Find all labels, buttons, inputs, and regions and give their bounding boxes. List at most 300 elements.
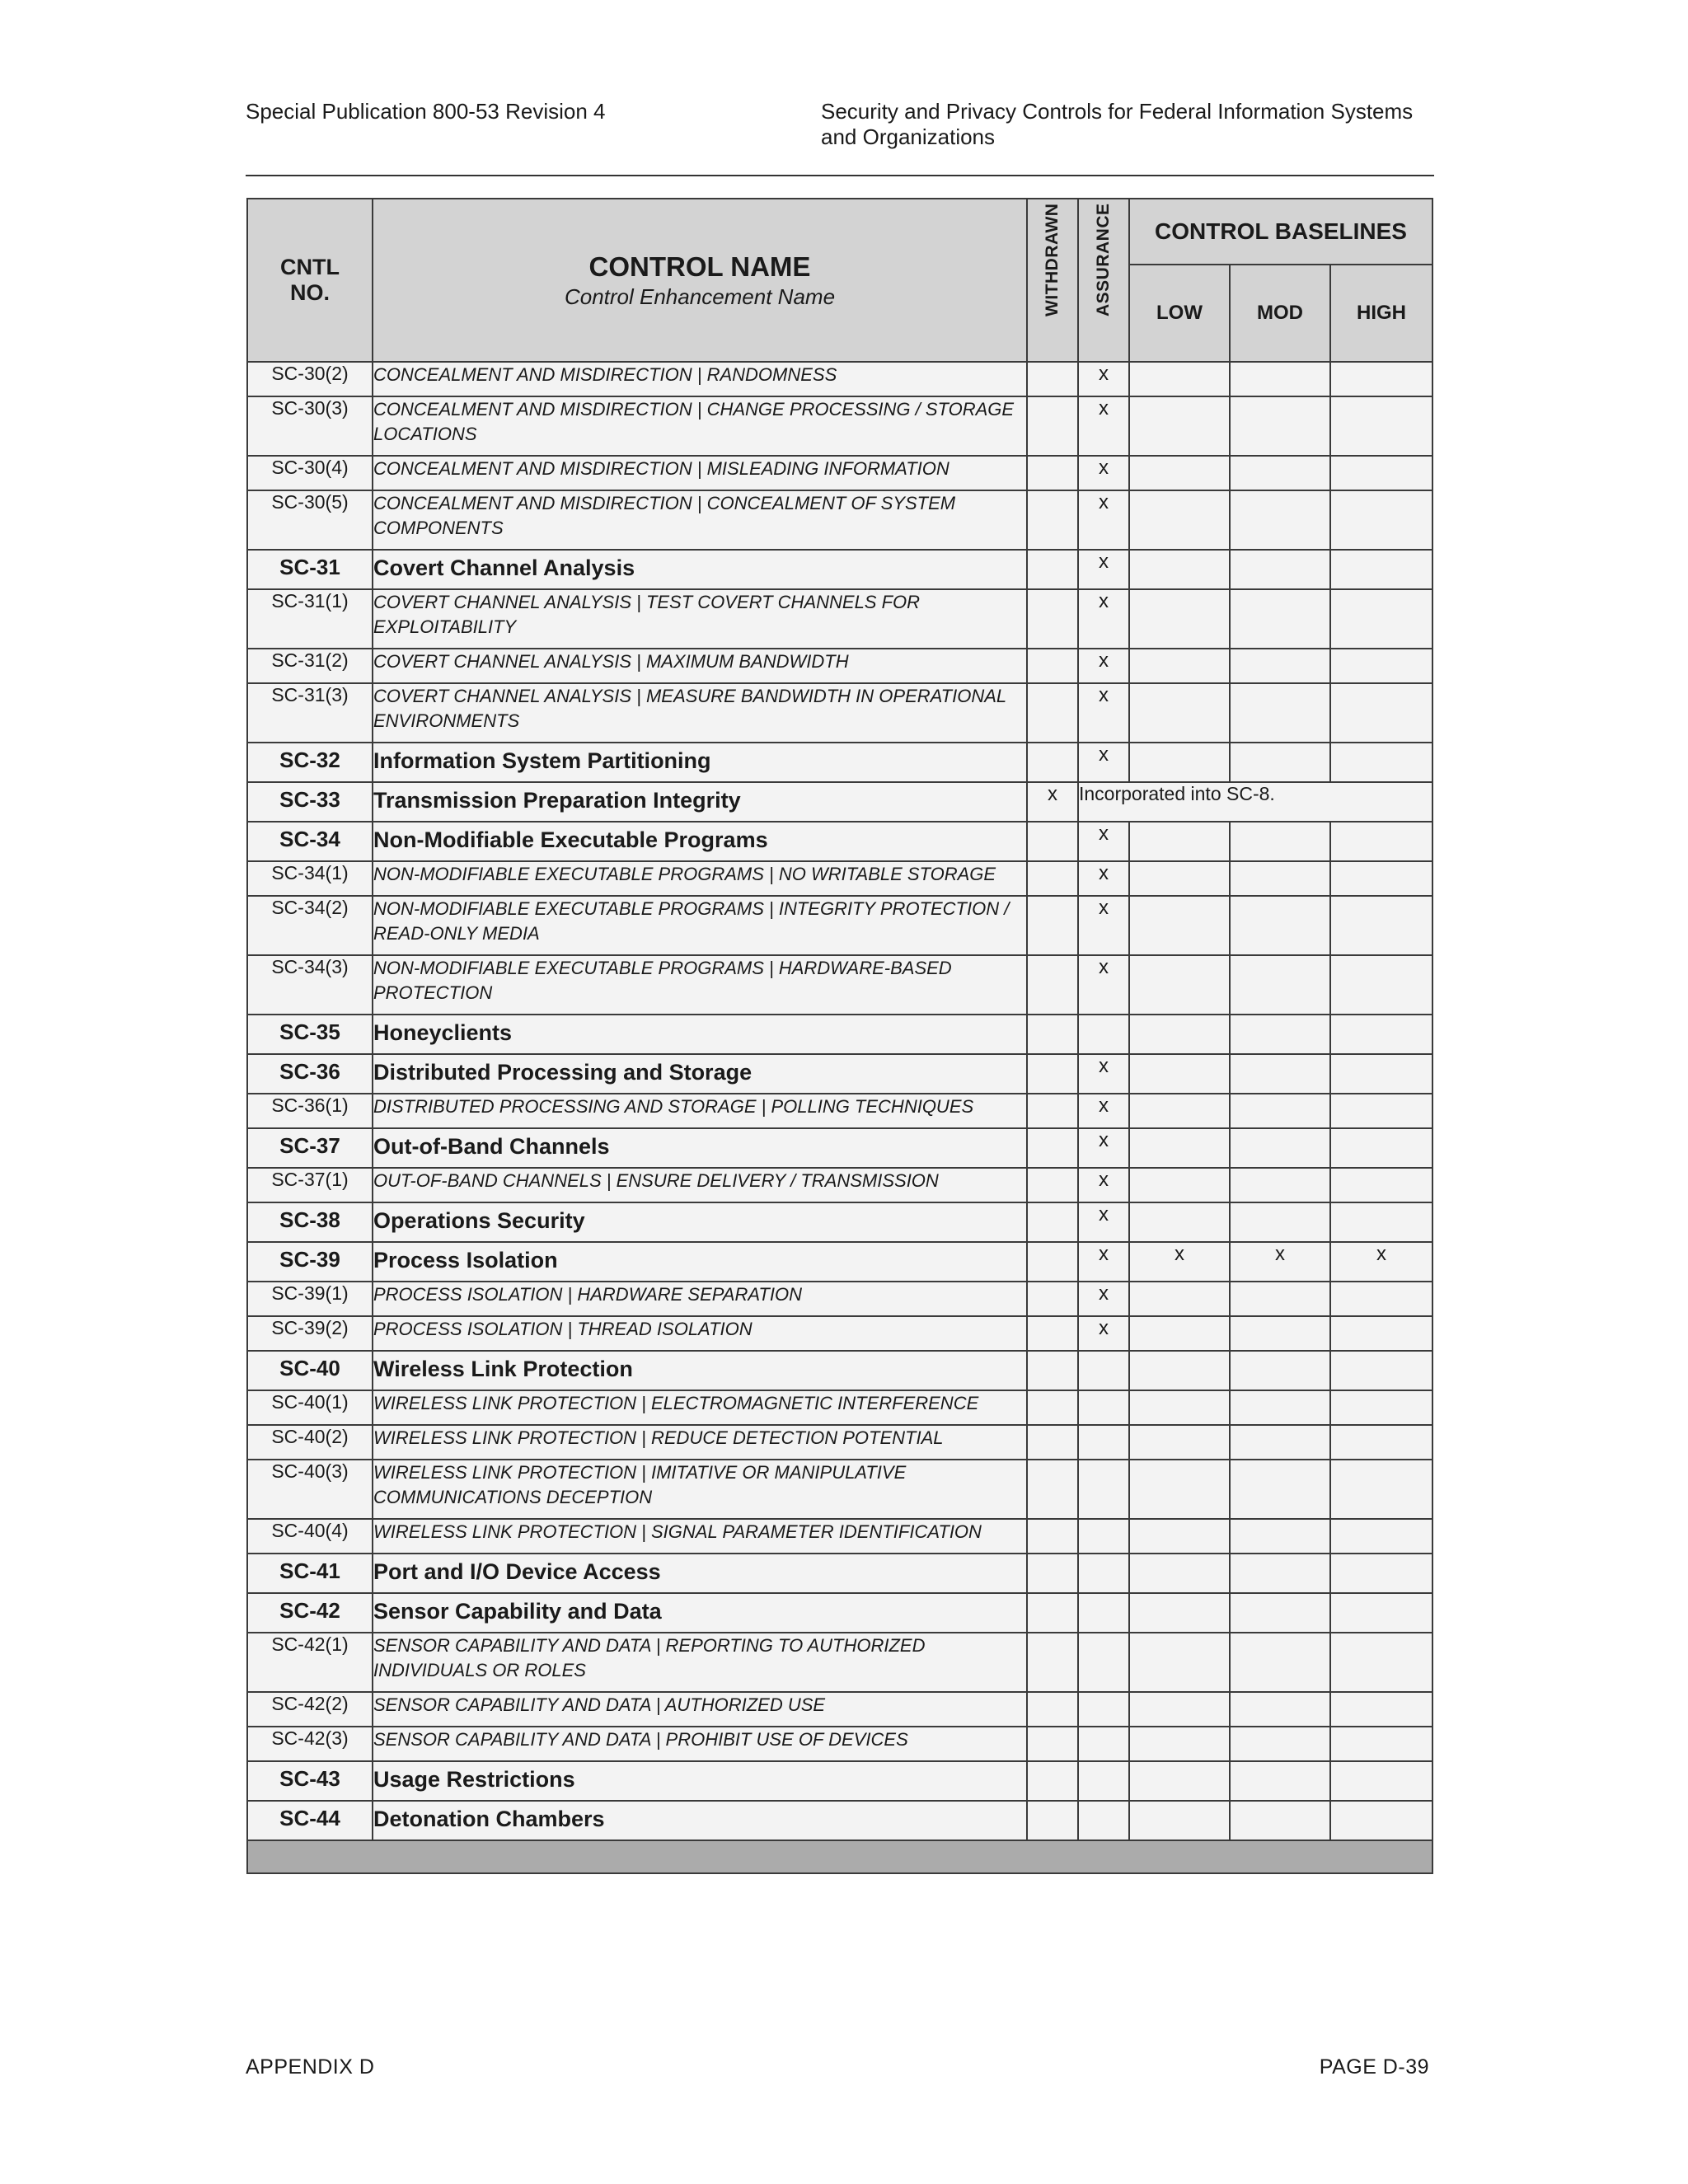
control-name: NON-MODIFIABLE EXECUTABLE PROGRAMS | INTEGRITY PROTECTION / READ-ONLY MEDIA xyxy=(373,896,1027,955)
baseline-high-cell xyxy=(1330,1633,1432,1692)
table-row xyxy=(247,1202,1432,1242)
table-row xyxy=(247,1633,1432,1692)
withdrawn-cell xyxy=(1027,1282,1078,1316)
control-name: CONCEALMENT AND MISDIRECTION | CHANGE PROCESSING / STORAGE LOCATIONS xyxy=(373,396,1027,456)
baseline-low-cell xyxy=(1129,1168,1230,1202)
baseline-high-cell xyxy=(1330,396,1432,456)
table-row xyxy=(247,1094,1432,1128)
baseline-high-cell xyxy=(1330,589,1432,649)
baseline-high-cell xyxy=(1330,1692,1432,1727)
baseline-low-cell xyxy=(1129,456,1230,490)
header-title xyxy=(821,99,1447,150)
baseline-low-cell xyxy=(1129,1094,1230,1128)
baseline-high-cell xyxy=(1330,1425,1432,1460)
baseline-low-cell xyxy=(1129,550,1230,589)
table-row xyxy=(247,1316,1432,1351)
baseline-low-cell xyxy=(1129,1202,1230,1242)
baseline-mod-cell xyxy=(1230,1094,1330,1128)
withdrawn-cell xyxy=(1027,1593,1078,1633)
control-name-label: CONTROL NAME xyxy=(588,251,811,282)
assurance-cell: x xyxy=(1078,1128,1129,1168)
withdrawn-cell xyxy=(1027,1242,1078,1282)
baseline-low-cell xyxy=(1129,490,1230,550)
footer-page-number: PAGE D-39 xyxy=(1319,2055,1429,2079)
table-row xyxy=(247,1390,1432,1425)
assurance-cell xyxy=(1078,1015,1129,1054)
control-number: SC-36(1) xyxy=(247,1094,373,1128)
baseline-mod-cell xyxy=(1230,1390,1330,1425)
withdrawn-cell xyxy=(1027,1692,1078,1727)
baseline-high-cell xyxy=(1330,1801,1432,1840)
baseline-mod-cell xyxy=(1230,1425,1330,1460)
control-name: WIRELESS LINK PROTECTION | REDUCE DETECTION POTENTIAL xyxy=(373,1425,1027,1460)
assurance-cell: x xyxy=(1078,589,1129,649)
control-name: Non-Modifiable Executable Programs xyxy=(373,822,1027,861)
assurance-cell xyxy=(1078,1554,1129,1593)
table-row xyxy=(247,649,1432,683)
control-name: COVERT CHANNEL ANALYSIS | MAXIMUM BANDWIDTH xyxy=(373,649,1027,683)
withdrawn-cell xyxy=(1027,649,1078,683)
baseline-high-cell xyxy=(1330,1519,1432,1554)
control-name: COVERT CHANNEL ANALYSIS | MEASURE BANDWIDTH IN OPERATIONAL ENVIRONMENTS xyxy=(373,683,1027,743)
header-title-line2: and Organizations xyxy=(821,124,996,149)
baseline-mod-cell xyxy=(1230,1761,1330,1801)
control-name: Transmission Preparation Integrity xyxy=(373,782,1027,822)
control-number: SC-31(3) xyxy=(247,683,373,743)
control-number: SC-43 xyxy=(247,1761,373,1801)
baseline-mod-cell xyxy=(1230,1460,1330,1519)
baseline-low-cell xyxy=(1129,1727,1230,1761)
col-header-mod: MOD xyxy=(1230,265,1330,362)
withdrawn-cell xyxy=(1027,1390,1078,1425)
withdrawn-cell xyxy=(1027,589,1078,649)
baseline-high-cell xyxy=(1330,490,1432,550)
withdrawn-cell xyxy=(1027,1761,1078,1801)
control-name: Usage Restrictions xyxy=(373,1761,1027,1801)
baseline-high-cell xyxy=(1330,822,1432,861)
baseline-high-cell xyxy=(1330,1094,1432,1128)
control-number: SC-40(2) xyxy=(247,1425,373,1460)
assurance-cell: x xyxy=(1078,490,1129,550)
table-row xyxy=(247,589,1432,649)
table-row xyxy=(247,1128,1432,1168)
table-row xyxy=(247,1727,1432,1761)
control-name: Port and I/O Device Access xyxy=(373,1554,1027,1593)
table-row xyxy=(247,896,1432,955)
baseline-mod-cell xyxy=(1230,1015,1330,1054)
withdrawn-cell xyxy=(1027,396,1078,456)
assurance-cell: x xyxy=(1078,1316,1129,1351)
baseline-low-cell xyxy=(1129,1425,1230,1460)
assurance-cell: x xyxy=(1078,362,1129,396)
control-number: SC-40 xyxy=(247,1351,373,1390)
baseline-high-cell xyxy=(1330,1761,1432,1801)
assurance-cell: x xyxy=(1078,1242,1129,1282)
baseline-mod-cell xyxy=(1230,362,1330,396)
assurance-cell: x xyxy=(1078,550,1129,589)
withdrawn-cell xyxy=(1027,743,1078,782)
table-row xyxy=(247,456,1432,490)
table-row xyxy=(247,1692,1432,1727)
assurance-cell xyxy=(1078,1593,1129,1633)
assurance-cell xyxy=(1078,1801,1129,1840)
assurance-cell: x xyxy=(1078,683,1129,743)
assurance-cell: x xyxy=(1078,1168,1129,1202)
baseline-mod-cell xyxy=(1230,1801,1330,1840)
control-name: Honeyclients xyxy=(373,1015,1027,1054)
table-row xyxy=(247,490,1432,550)
baseline-low-cell xyxy=(1129,743,1230,782)
control-name: SENSOR CAPABILITY AND DATA | REPORTING TO AUTHORIZED INDIVIDUALS OR ROLES xyxy=(373,1633,1027,1692)
col-header-control-baselines: CONTROL BASELINES xyxy=(1129,199,1432,265)
baseline-mod-cell xyxy=(1230,1168,1330,1202)
baseline-mod-cell xyxy=(1230,1282,1330,1316)
baseline-low-cell xyxy=(1129,683,1230,743)
baseline-mod-cell xyxy=(1230,649,1330,683)
assurance-cell: x xyxy=(1078,1282,1129,1316)
assurance-label: ASSURANCE xyxy=(1094,203,1113,316)
baseline-low-cell xyxy=(1129,589,1230,649)
assurance-cell xyxy=(1078,1727,1129,1761)
withdrawn-cell xyxy=(1027,1425,1078,1460)
baseline-mod-cell xyxy=(1230,1202,1330,1242)
withdrawn-cell xyxy=(1027,822,1078,861)
assurance-cell xyxy=(1078,1460,1129,1519)
table-row xyxy=(247,1761,1432,1801)
control-name: DISTRIBUTED PROCESSING AND STORAGE | POLLING TECHNIQUES xyxy=(373,1094,1027,1128)
assurance-cell: x xyxy=(1078,861,1129,896)
baseline-mod-cell xyxy=(1230,1054,1330,1094)
table-row xyxy=(247,550,1432,589)
header-rule xyxy=(246,175,1434,176)
baseline-mod-cell xyxy=(1230,589,1330,649)
withdrawn-cell xyxy=(1027,1460,1078,1519)
baseline-low-cell xyxy=(1129,896,1230,955)
col-header-control-name xyxy=(373,199,1027,362)
baseline-mod-cell xyxy=(1230,896,1330,955)
baseline-mod-cell: x xyxy=(1230,1242,1330,1282)
baseline-mod-cell xyxy=(1230,1128,1330,1168)
no-label: NO. xyxy=(289,280,330,305)
withdrawn-cell xyxy=(1027,1801,1078,1840)
baseline-low-cell xyxy=(1129,861,1230,896)
baseline-low-cell xyxy=(1129,649,1230,683)
control-name: SENSOR CAPABILITY AND DATA | PROHIBIT USE OF DEVICES xyxy=(373,1727,1027,1761)
baseline-high-cell xyxy=(1330,1390,1432,1425)
control-number: SC-33 xyxy=(247,782,373,822)
baseline-mod-cell xyxy=(1230,955,1330,1015)
control-name: CONCEALMENT AND MISDIRECTION | MISLEADING INFORMATION xyxy=(373,456,1027,490)
baseline-high-cell xyxy=(1330,1727,1432,1761)
baseline-mod-cell xyxy=(1230,1633,1330,1692)
baseline-low-cell xyxy=(1129,1761,1230,1801)
assurance-cell xyxy=(1078,1633,1129,1692)
baseline-high-cell xyxy=(1330,1316,1432,1351)
baseline-high-cell xyxy=(1330,861,1432,896)
baseline-mod-cell xyxy=(1230,550,1330,589)
assurance-cell xyxy=(1078,1390,1129,1425)
baseline-low-cell xyxy=(1129,955,1230,1015)
baseline-low-cell xyxy=(1129,396,1230,456)
baseline-mod-cell xyxy=(1230,743,1330,782)
withdrawn-cell xyxy=(1027,1015,1078,1054)
table-row xyxy=(247,1351,1432,1390)
control-name: Detonation Chambers xyxy=(373,1801,1027,1840)
control-number: SC-42(1) xyxy=(247,1633,373,1692)
baseline-mod-cell xyxy=(1230,1519,1330,1554)
withdrawn-cell xyxy=(1027,1128,1078,1168)
withdrawn-cell xyxy=(1027,1554,1078,1593)
table-row xyxy=(247,1519,1432,1554)
control-number: SC-30(4) xyxy=(247,456,373,490)
control-number: SC-39 xyxy=(247,1242,373,1282)
table-row xyxy=(247,955,1432,1015)
baseline-high-cell xyxy=(1330,550,1432,589)
control-number: SC-34 xyxy=(247,822,373,861)
baseline-high-cell: x xyxy=(1330,1242,1432,1282)
table-row xyxy=(247,743,1432,782)
withdrawn-cell xyxy=(1027,1727,1078,1761)
table-row xyxy=(247,1282,1432,1316)
withdrawn-cell xyxy=(1027,955,1078,1015)
baseline-mod-cell xyxy=(1230,861,1330,896)
table-row xyxy=(247,1554,1432,1593)
table-row xyxy=(247,1801,1432,1840)
baseline-mod-cell xyxy=(1230,1316,1330,1351)
baseline-high-cell xyxy=(1330,1282,1432,1316)
table-row xyxy=(247,1168,1432,1202)
baseline-low-cell xyxy=(1129,1519,1230,1554)
control-number: SC-42(2) xyxy=(247,1692,373,1727)
assurance-cell: x xyxy=(1078,1094,1129,1128)
baseline-high-cell xyxy=(1330,362,1432,396)
table-row xyxy=(247,362,1432,396)
control-number: SC-42(3) xyxy=(247,1727,373,1761)
baseline-low-cell: x xyxy=(1129,1242,1230,1282)
baseline-high-cell xyxy=(1330,1593,1432,1633)
baseline-mod-cell xyxy=(1230,1593,1330,1633)
control-number: SC-31(1) xyxy=(247,589,373,649)
control-number: SC-30(3) xyxy=(247,396,373,456)
header-title-line1: Security and Privacy Controls for Federal Information Systems xyxy=(821,99,1414,124)
control-name: Wireless Link Protection xyxy=(373,1351,1027,1390)
withdrawn-cell xyxy=(1027,1168,1078,1202)
cntl-label: CNTL xyxy=(280,255,340,279)
control-name: Covert Channel Analysis xyxy=(373,550,1027,589)
control-number: SC-39(2) xyxy=(247,1316,373,1351)
control-baselines-table xyxy=(246,198,1433,1874)
table-row xyxy=(247,1425,1432,1460)
col-header-assurance xyxy=(1078,199,1129,362)
baseline-high-cell xyxy=(1330,896,1432,955)
baseline-low-cell xyxy=(1129,1692,1230,1727)
baseline-low-cell xyxy=(1129,1128,1230,1168)
col-header-high: HIGH xyxy=(1330,265,1432,362)
table-row xyxy=(247,1460,1432,1519)
baseline-low-cell xyxy=(1129,1801,1230,1840)
withdrawn-cell xyxy=(1027,1094,1078,1128)
table-row xyxy=(247,1054,1432,1094)
control-name: CONCEALMENT AND MISDIRECTION | CONCEALMENT OF SYSTEM COMPONENTS xyxy=(373,490,1027,550)
control-name: WIRELESS LINK PROTECTION | IMITATIVE OR MANIPULATIVE COMMUNICATIONS DECEPTION xyxy=(373,1460,1027,1519)
control-name: PROCESS ISOLATION | HARDWARE SEPARATION xyxy=(373,1282,1027,1316)
control-name: OUT-OF-BAND CHANNELS | ENSURE DELIVERY / TRANSMISSION xyxy=(373,1168,1027,1202)
baseline-low-cell xyxy=(1129,362,1230,396)
table-row xyxy=(247,683,1432,743)
table-row xyxy=(247,782,1432,822)
withdrawn-cell xyxy=(1027,1316,1078,1351)
control-number: SC-34(1) xyxy=(247,861,373,896)
baseline-high-cell xyxy=(1330,456,1432,490)
control-name: Out-of-Band Channels xyxy=(373,1128,1027,1168)
control-name: Sensor Capability and Data xyxy=(373,1593,1027,1633)
withdrawn-cell: x xyxy=(1027,782,1078,822)
assurance-cell xyxy=(1078,1519,1129,1554)
control-number: SC-31 xyxy=(247,550,373,589)
table-footer-bar xyxy=(247,1840,1432,1873)
baseline-low-cell xyxy=(1129,1015,1230,1054)
table-row xyxy=(247,861,1432,896)
control-name: Information System Partitioning xyxy=(373,743,1027,782)
assurance-cell: x xyxy=(1078,456,1129,490)
baseline-low-cell xyxy=(1129,1351,1230,1390)
assurance-cell: x xyxy=(1078,822,1129,861)
baseline-low-cell xyxy=(1129,1554,1230,1593)
control-name: WIRELESS LINK PROTECTION | SIGNAL PARAMETER IDENTIFICATION xyxy=(373,1519,1027,1554)
control-name: SENSOR CAPABILITY AND DATA | AUTHORIZED USE xyxy=(373,1692,1027,1727)
withdrawn-label: WITHDRAWN xyxy=(1043,203,1062,316)
control-name: Process Isolation xyxy=(373,1242,1027,1282)
table-row xyxy=(247,396,1432,456)
table-row xyxy=(247,1242,1432,1282)
withdrawn-cell xyxy=(1027,1054,1078,1094)
control-name: NON-MODIFIABLE EXECUTABLE PROGRAMS | NO WRITABLE STORAGE xyxy=(373,861,1027,896)
control-name: COVERT CHANNEL ANALYSIS | TEST COVERT CHANNELS FOR EXPLOITABILITY xyxy=(373,589,1027,649)
assurance-cell xyxy=(1078,1692,1129,1727)
control-number: SC-35 xyxy=(247,1015,373,1054)
baseline-high-cell xyxy=(1330,1128,1432,1168)
table-row xyxy=(247,1015,1432,1054)
control-number: SC-42 xyxy=(247,1593,373,1633)
assurance-cell: x xyxy=(1078,743,1129,782)
table-row xyxy=(247,1593,1432,1633)
control-number: SC-34(2) xyxy=(247,896,373,955)
withdrawn-cell xyxy=(1027,861,1078,896)
control-number: SC-36 xyxy=(247,1054,373,1094)
baseline-mod-cell xyxy=(1230,456,1330,490)
control-number: SC-38 xyxy=(247,1202,373,1242)
control-number: SC-34(3) xyxy=(247,955,373,1015)
baseline-low-cell xyxy=(1129,1316,1230,1351)
baseline-low-cell xyxy=(1129,1282,1230,1316)
baseline-low-cell xyxy=(1129,1054,1230,1094)
baseline-mod-cell xyxy=(1230,490,1330,550)
col-header-cntl-no xyxy=(247,199,373,362)
control-name: CONCEALMENT AND MISDIRECTION | RANDOMNESS xyxy=(373,362,1027,396)
baseline-high-cell xyxy=(1330,1202,1432,1242)
baseline-mod-cell xyxy=(1230,1554,1330,1593)
assurance-cell: x xyxy=(1078,1202,1129,1242)
assurance-cell: x xyxy=(1078,955,1129,1015)
baseline-high-cell xyxy=(1330,1351,1432,1390)
baseline-high-cell xyxy=(1330,1015,1432,1054)
baseline-low-cell xyxy=(1129,1390,1230,1425)
baseline-low-cell xyxy=(1129,1460,1230,1519)
control-number: SC-32 xyxy=(247,743,373,782)
withdrawn-cell xyxy=(1027,1202,1078,1242)
baseline-low-cell xyxy=(1129,822,1230,861)
assurance-cell xyxy=(1078,1761,1129,1801)
control-number: SC-40(1) xyxy=(247,1390,373,1425)
assurance-cell: x xyxy=(1078,649,1129,683)
baseline-mod-cell xyxy=(1230,1692,1330,1727)
control-number: SC-37 xyxy=(247,1128,373,1168)
enhancement-name-label: Control Enhancement Name xyxy=(564,284,836,309)
control-number: SC-41 xyxy=(247,1554,373,1593)
baseline-mod-cell xyxy=(1230,1727,1330,1761)
assurance-cell: x xyxy=(1078,1054,1129,1094)
withdrawn-cell xyxy=(1027,456,1078,490)
control-name: PROCESS ISOLATION | THREAD ISOLATION xyxy=(373,1316,1027,1351)
baseline-high-cell xyxy=(1330,1168,1432,1202)
control-name: Distributed Processing and Storage xyxy=(373,1054,1027,1094)
header-publication: Special Publication 800-53 Revision 4 xyxy=(246,99,606,124)
withdrawn-note: Incorporated into SC-8. xyxy=(1078,782,1432,822)
table-footer-cell xyxy=(247,1840,1432,1873)
baseline-high-cell xyxy=(1330,649,1432,683)
baseline-high-cell xyxy=(1330,1554,1432,1593)
assurance-cell: x xyxy=(1078,896,1129,955)
withdrawn-cell xyxy=(1027,896,1078,955)
withdrawn-cell xyxy=(1027,362,1078,396)
table-row xyxy=(247,822,1432,861)
col-header-withdrawn xyxy=(1027,199,1078,362)
control-number: SC-31(2) xyxy=(247,649,373,683)
withdrawn-cell xyxy=(1027,490,1078,550)
assurance-cell xyxy=(1078,1425,1129,1460)
withdrawn-cell xyxy=(1027,1633,1078,1692)
withdrawn-cell xyxy=(1027,683,1078,743)
baseline-high-cell xyxy=(1330,1054,1432,1094)
baseline-mod-cell xyxy=(1230,396,1330,456)
withdrawn-cell xyxy=(1027,1519,1078,1554)
baseline-high-cell xyxy=(1330,955,1432,1015)
control-number: SC-40(3) xyxy=(247,1460,373,1519)
assurance-cell xyxy=(1078,1351,1129,1390)
control-name: WIRELESS LINK PROTECTION | ELECTROMAGNETIC INTERFERENCE xyxy=(373,1390,1027,1425)
withdrawn-cell xyxy=(1027,1351,1078,1390)
control-number: SC-44 xyxy=(247,1801,373,1840)
baseline-high-cell xyxy=(1330,1460,1432,1519)
control-number: SC-30(5) xyxy=(247,490,373,550)
baseline-mod-cell xyxy=(1230,683,1330,743)
baseline-low-cell xyxy=(1129,1593,1230,1633)
col-header-low: LOW xyxy=(1129,265,1230,362)
table-body xyxy=(247,362,1432,1873)
assurance-cell: x xyxy=(1078,396,1129,456)
baseline-high-cell xyxy=(1330,683,1432,743)
control-name: NON-MODIFIABLE EXECUTABLE PROGRAMS | HARDWARE-BASED PROTECTION xyxy=(373,955,1027,1015)
control-name: Operations Security xyxy=(373,1202,1027,1242)
control-number: SC-40(4) xyxy=(247,1519,373,1554)
baseline-low-cell xyxy=(1129,1633,1230,1692)
footer-appendix: APPENDIX D xyxy=(246,2055,375,2079)
control-number: SC-30(2) xyxy=(247,362,373,396)
baseline-high-cell xyxy=(1330,743,1432,782)
baseline-mod-cell xyxy=(1230,822,1330,861)
baseline-mod-cell xyxy=(1230,1351,1330,1390)
withdrawn-cell xyxy=(1027,550,1078,589)
